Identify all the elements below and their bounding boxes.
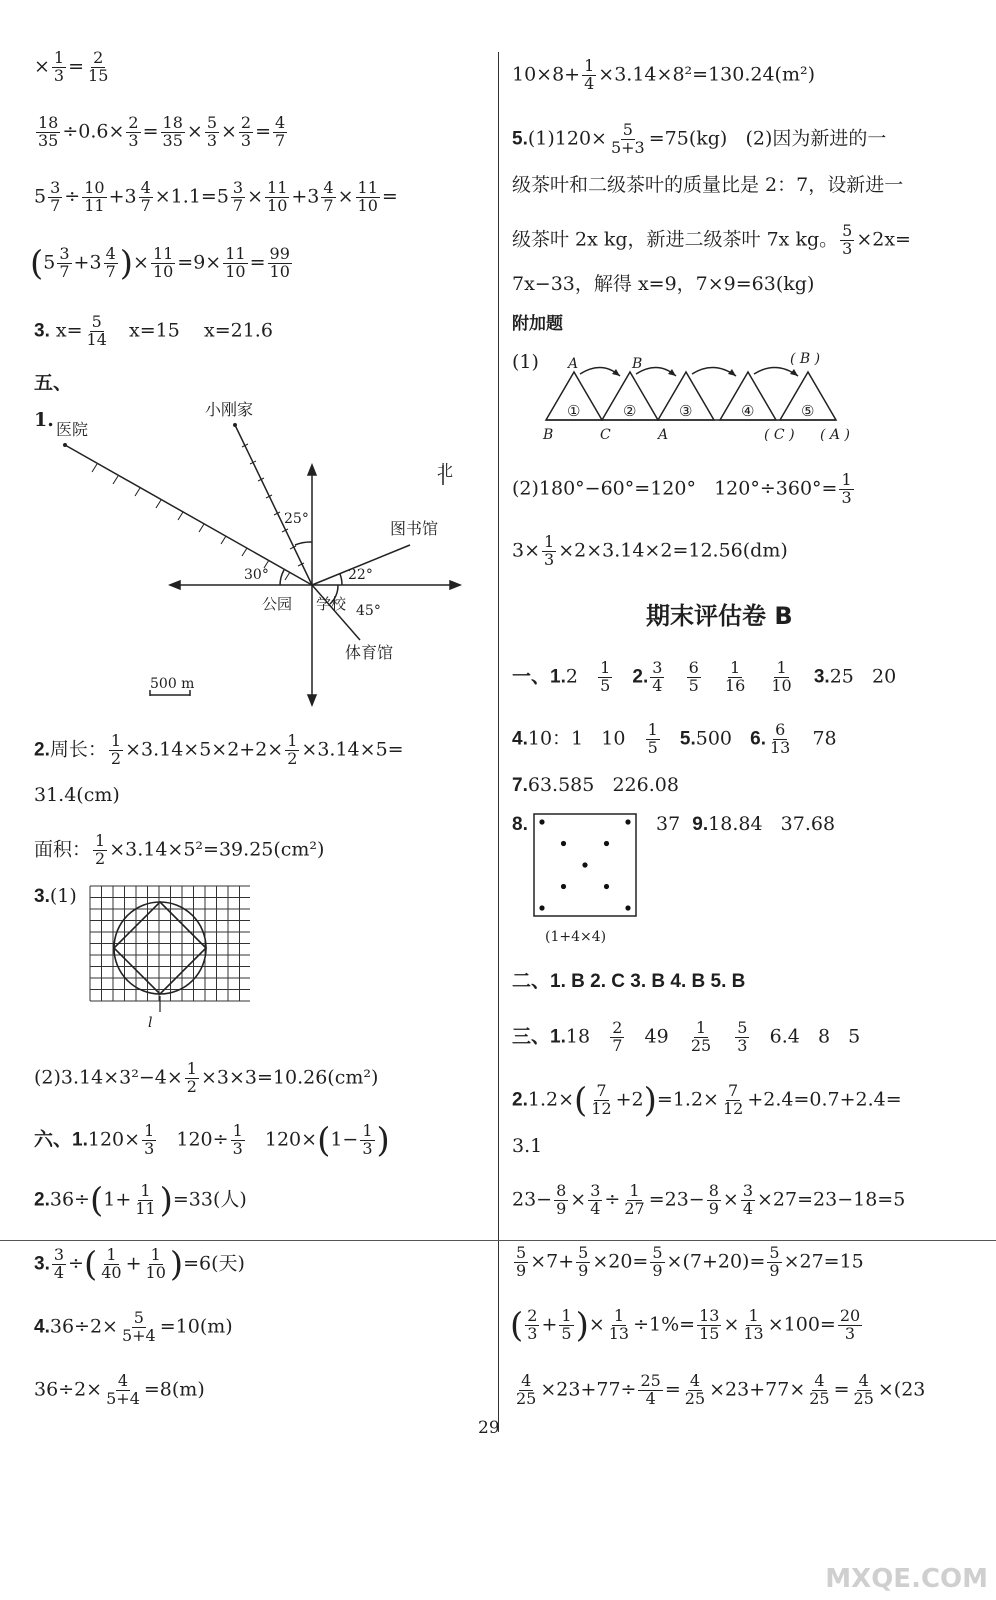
left-line-2: $\frac{18}{35}$ ÷0.6× $\frac{2}{3}$ = $\frac{18}{35}$ × $\frac{5}{3}$ × $\frac{2}{3}$ = $\frac{4}{7}$ xyxy=(38,113,286,150)
s6-q3: 3. $\frac{3}{4}$ ÷( $\frac{1}{40}$ + $\frac{1}{10}$ )=6(天) xyxy=(34,1244,245,1285)
left-line-3: 5 $\frac{3}{7}$ ÷ $\frac{10}{11}$ +3 $\frac{4}{7}$ ×1.1=5 $\frac{3}{7}$ × $\frac{11}{10}$ +3 $\frac{4}{7}$ × $\frac{11}{10}$ = xyxy=(34,178,398,215)
map-label-hospital: 医院 xyxy=(56,420,89,439)
column-divider xyxy=(498,52,499,1432)
s3-line-3: 23− $\frac{8}{9}$ × $\frac{3}{4}$ ÷ $\frac{1}{27}$ =23− $\frac{8}{9}$ × $\frac{3}{4}$ ×27=23−18=5 xyxy=(512,1181,906,1218)
pattern-dot xyxy=(539,819,544,824)
s2-line: 二、1. B 2. C 3. B 4. B 5. B xyxy=(512,970,746,992)
tri-label-Ap: ( A ) xyxy=(820,427,850,443)
q2-line-3: 面积： $\frac{1}{2}$ ×3.14×5²=39.25(cm²) xyxy=(34,831,325,868)
dot-square-figure xyxy=(532,812,638,918)
pattern-dot xyxy=(625,819,630,824)
map-label-school: 学校 xyxy=(316,595,347,613)
tri-label-B1: B xyxy=(632,356,643,372)
angle-25: 25° xyxy=(284,511,309,527)
tri-label-A1: A xyxy=(568,356,579,372)
s1-q8-caption: (1+4×4) xyxy=(545,929,607,945)
tri-num-5: ⑤ xyxy=(801,402,815,420)
tri-num-2: ② xyxy=(623,402,637,420)
left-line-1: × $\frac{1}{3}$ = $\frac{2}{15}$ xyxy=(34,48,109,85)
pattern-dot xyxy=(582,862,587,867)
q3-part2: (2)3.14×3²−4× $\frac{1}{2}$ ×3×3=10.26(cm²) xyxy=(34,1059,379,1096)
map-scale: 500 m xyxy=(150,676,195,692)
s3-line-5: ( $\frac{2}{3}$ + $\frac{1}{5}$ )× $\frac{1}{13}$ ÷1%= $\frac{13}{15}$ × $\frac{1}{13}$ ×100= $\frac{20}{3}$ xyxy=(510,1305,861,1346)
q5-line-3: 级茶叶 2x kg，新进二级茶叶 7x kg。 $\frac{5}{3}$ ×2x= xyxy=(512,221,911,258)
q3-label: 3.(1) xyxy=(34,885,77,907)
s6-q4-line-2: 36÷2× $\frac{4}{5+4}$ =8(m) xyxy=(34,1371,205,1408)
s1-q8-label: 8. xyxy=(512,814,528,835)
s6-q2: 2.36÷(1+ $\frac{1}{11}$ )=33(人) xyxy=(34,1180,247,1221)
s3-q2-line-2: 3.1 xyxy=(512,1135,543,1157)
tri-label-C1: C xyxy=(600,427,611,443)
q2-line-1: 2.周长： $\frac{1}{2}$ ×3.14×5×2+2× $\frac{1}{2}$ ×3.14×5= xyxy=(34,731,404,768)
q5-line-2: 级茶叶和二级茶叶的质量比是 2：7，设新进一 xyxy=(512,174,904,196)
s3-line-4: $\frac{5}{9}$ ×7+ $\frac{5}{9}$ ×20= $\frac{5}{9}$ ×(7+20)= $\frac{5}{9}$ ×27=15 xyxy=(516,1243,864,1280)
bonus-3: 3× $\frac{1}{3}$ ×2×3.14×2=12.56(dm) xyxy=(512,532,788,569)
grid-l-label: l xyxy=(148,1015,153,1031)
s1-line-1: 一、1.2 $\frac{1}{5}$ 2. $\frac{3}{4}$ $\frac{6}{5}$ $\frac{1}{16}$ $\frac{1}{10}$ 3.25 20 xyxy=(512,658,897,695)
map-label-park: 公园 xyxy=(262,595,293,613)
bonus-1-label: (1) xyxy=(512,351,539,373)
pattern-dot xyxy=(561,884,566,889)
tri-label-Cp: ( C ) xyxy=(764,427,795,443)
direction-map xyxy=(40,400,480,720)
q5-line-1: 5.(1)120× $\frac{5}{5+3}$ =75(kg) (2)因为新进的一 xyxy=(512,120,887,157)
left-line-4: (5 $\frac{3}{7}$ +3 $\frac{4}{7}$ )× $\frac{11}{10}$ =9× $\frac{11}{10}$ = $\frac{99}{10}$ xyxy=(30,243,290,284)
pattern-dot xyxy=(539,905,544,910)
map-label-gym: 体育馆 xyxy=(345,643,394,662)
q2-line-2: 31.4(cm) xyxy=(34,784,120,806)
page-number: 29 xyxy=(478,1418,500,1438)
s1-line-2: 4.10：1 10 $\frac{1}{5}$ 5.500 6. $\frac{6}{13}$ 78 xyxy=(512,720,837,757)
tri-label-B2: B xyxy=(543,427,554,443)
angle-22: 22° xyxy=(348,567,373,583)
map-label-xiaogang: 小刚家 xyxy=(205,400,254,419)
s3-line-1: 三、1.18 $\frac{2}{7}$ 49 $\frac{1}{25}$ $\frac{5}{3}$ 6.4 8 5 xyxy=(512,1018,861,1055)
tri-label-A2: A xyxy=(658,427,669,443)
s3-q2-line-1: 2.1.2×( $\frac{7}{12}$ +2)=1.2× $\frac{7}{12}$ +2.4=0.7+2.4= xyxy=(512,1080,902,1121)
pattern-dot xyxy=(604,884,609,889)
s1-line-3: 7.63.585 226.08 xyxy=(512,774,679,796)
xiaogang-ray xyxy=(235,425,312,585)
tri-num-3: ③ xyxy=(679,402,693,420)
q5-line-4: 7x−33，解得 x=9，7×9=63(kg) xyxy=(512,273,815,295)
angle-30: 30° xyxy=(244,567,269,583)
tri-label-Bp: ( B ) xyxy=(790,351,821,367)
tri-num-1: ① xyxy=(567,402,581,420)
section-5-title: 五、 xyxy=(34,372,73,394)
tri-num-4: ④ xyxy=(741,402,755,420)
map-label-library: 图书馆 xyxy=(390,519,439,538)
pattern-dot xyxy=(604,841,609,846)
s3-line-6: $\frac{4}{25}$ ×23+77÷ $\frac{25}{4}$ = $\frac{4}{25}$ ×23+77× $\frac{4}{25}$ = $\frac{4}{25}$ ×(23 xyxy=(516,1371,926,1408)
pattern-dot xyxy=(561,841,566,846)
s6-q4-line-1: 4.36÷2× $\frac{5}{5+4}$ =10(m) xyxy=(34,1308,233,1345)
bonus-2: (2)180°−60°=120° 120°÷360°= $\frac{1}{3}$ xyxy=(512,470,852,507)
right-line-1: 10×8+ $\frac{1}{4}$ ×3.14×8²=130.24(m²) xyxy=(512,56,816,93)
s1-q8-9: 37 9.18.84 37.68 xyxy=(656,813,836,835)
map-label-north: 北 xyxy=(437,461,454,480)
watermark: MXQE.COM xyxy=(825,1564,988,1594)
pattern-dot xyxy=(625,905,630,910)
s6-q1: 六、1.120× $\frac{1}{3}$ 120÷ $\frac{1}{3}$ 120×(1− $\frac{1}{3}$ ) xyxy=(34,1120,390,1161)
exam-b-title: 期末评估卷 B xyxy=(646,602,793,630)
grid-figure xyxy=(88,884,250,1014)
angle-45: 45° xyxy=(356,603,381,619)
horizontal-divider xyxy=(0,1240,996,1241)
left-line-5: 3. x= $\frac{5}{14}$ x=15 x=21.6 xyxy=(34,312,273,349)
bonus-title: 附加题 xyxy=(512,314,563,334)
q1-number: 1. xyxy=(34,409,54,431)
